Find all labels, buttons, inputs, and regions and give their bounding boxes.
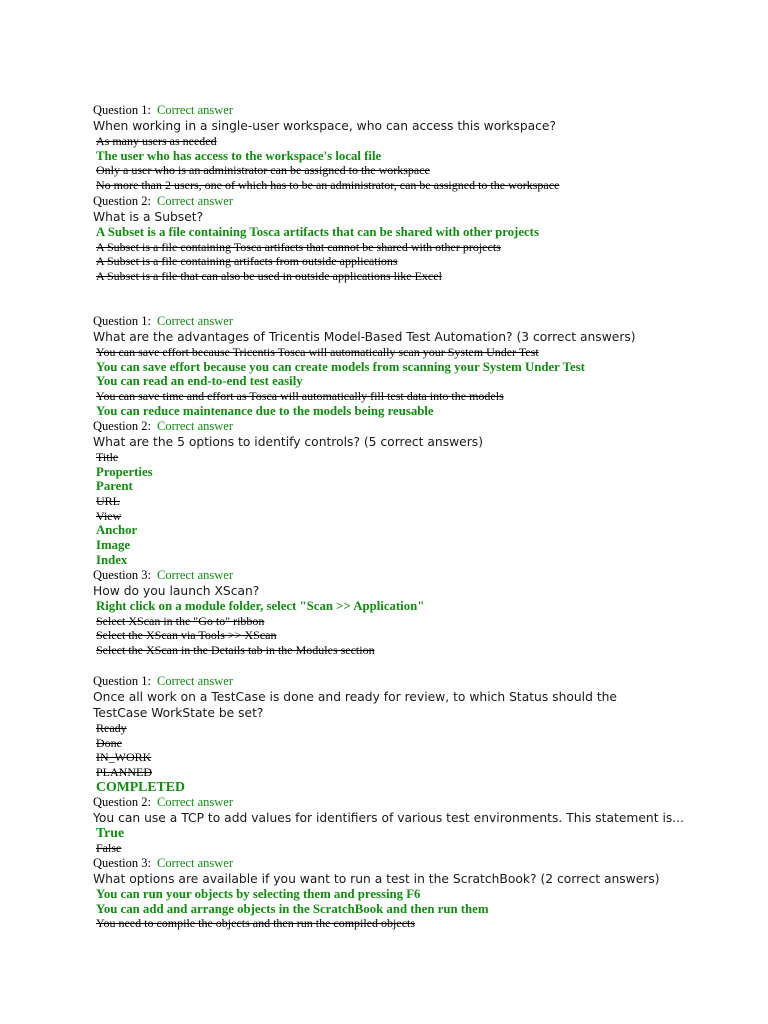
question-header [93, 856, 693, 871]
question-number: Question 3: [93, 856, 151, 870]
answer-option: Only a user who is an administrator can be assigned to the workspace [96, 163, 430, 178]
result-status: Correct answer [156, 194, 233, 208]
answer-option: A Subset is a file containing Tosca artifacts that can be shared with other projects [96, 225, 539, 239]
question-header [93, 314, 693, 329]
answer-option: Parent [96, 479, 133, 494]
question-block [93, 795, 693, 855]
question-text: What are the advantages of Tricentis Model-Based Test Automation? (3 correct answers) [93, 330, 636, 344]
question-number: Question 2: [93, 419, 151, 433]
result-status: Correct answer [156, 674, 233, 688]
answer-option: As many users as needed [96, 134, 217, 148]
answer-option: You can add and arrange objects in the ScratchBook and then run them [96, 901, 489, 916]
answer-option: You can save effort because Tricentis Tosca will automatically scan your System Under Test [96, 345, 539, 359]
answer-option: A Subset is a file containing artifacts from outside applications [96, 254, 398, 269]
question-header [93, 194, 693, 209]
answer-option: You need to compile the objects and then run the compiled objects [96, 916, 416, 931]
answer-option: View [96, 508, 122, 523]
answer-option: PLANNED [96, 765, 152, 780]
answer-option: URL [96, 494, 120, 509]
question-header [93, 103, 693, 118]
answer-option: Right click on a module folder, select "Scan >> Application" [96, 599, 425, 613]
result-status: Correct answer [156, 314, 233, 328]
question-block [93, 856, 693, 931]
question-number: Question 3: [93, 568, 151, 582]
answer-option: You can save effort because you can create models from scanning your System Under Test [96, 359, 585, 374]
answer-option: A Subset is a file that can also be used in outside applications like Excel [96, 269, 442, 284]
answer-option: You can save time and effort as Tosca will automatically fill test data into the models [96, 389, 504, 404]
question-header [93, 674, 693, 689]
question-header [93, 568, 693, 583]
question-header [93, 419, 693, 434]
answer-option: Anchor [96, 523, 138, 538]
answer-option: Select the XScan in the Details tab in the Modules section [96, 643, 375, 658]
answer-option: Properties [96, 464, 153, 479]
question-block [93, 314, 693, 418]
question-text: What are the 5 options to identify controls? (5 correct answers) [93, 435, 483, 449]
question-text: Once all work on a TestCase is done and ready for review, to which Status should the TestCase WorkState be set? [93, 690, 617, 720]
answer-option: False [96, 840, 122, 855]
question-number: Question 1: [93, 103, 151, 117]
question-text: How do you launch XScan? [93, 584, 260, 598]
question-number: Question 1: [93, 674, 151, 688]
answer-option: Done [96, 735, 122, 750]
question-block [93, 674, 693, 794]
question-text: What options are available if you want to run a test in the ScratchBook? (2 correct answers) [93, 872, 660, 886]
answer-option: IN_WORK [96, 750, 152, 765]
question-block [93, 194, 693, 284]
answer-option: Select the XScan via Tools >> XScan [96, 628, 277, 643]
answer-option: Title [96, 450, 119, 464]
answer-option: True [96, 825, 125, 840]
result-status: Correct answer [156, 419, 233, 433]
answer-option: You can run your objects by selecting them and pressing F6 [96, 887, 421, 901]
answer-option: COMPLETED [96, 778, 185, 794]
answer-option: Select XScan in the "Go to" ribbon [96, 613, 265, 628]
answer-option: A Subset is a file containing Tosca artifacts that cannot be shared with other projects [96, 239, 501, 254]
question-number: Question 1: [93, 314, 151, 328]
question-number: Question 2: [93, 194, 151, 208]
answer-option: You can read an end-to-end test easily [96, 374, 303, 389]
answer-option: Image [96, 538, 131, 553]
answer-option: You can reduce maintenance due to the models being reusable [96, 403, 434, 418]
answer-option: No more than 2 users, one of which has to be an administrator, can be assigned to the workspace [96, 178, 560, 193]
question-text: You can use a TCP to add values for identifiers of various test environments. This statement is... [93, 811, 685, 825]
answer-option: Ready [96, 721, 127, 735]
question-header [93, 795, 693, 810]
answer-option: The user who has access to the workspace's local file [96, 148, 382, 163]
answer-option: Index [96, 552, 128, 567]
question-block [93, 568, 693, 658]
question-block [93, 419, 693, 568]
result-status: Correct answer [156, 795, 233, 809]
result-status: Correct answer [156, 856, 233, 870]
question-text: When working in a single-user workspace, who can access this workspace? [93, 119, 557, 133]
question-block [93, 103, 693, 193]
result-status: Correct answer [156, 103, 233, 117]
result-status: Correct answer [156, 568, 233, 582]
question-number: Question 2: [93, 795, 151, 809]
question-text: What is a Subset? [93, 210, 204, 224]
